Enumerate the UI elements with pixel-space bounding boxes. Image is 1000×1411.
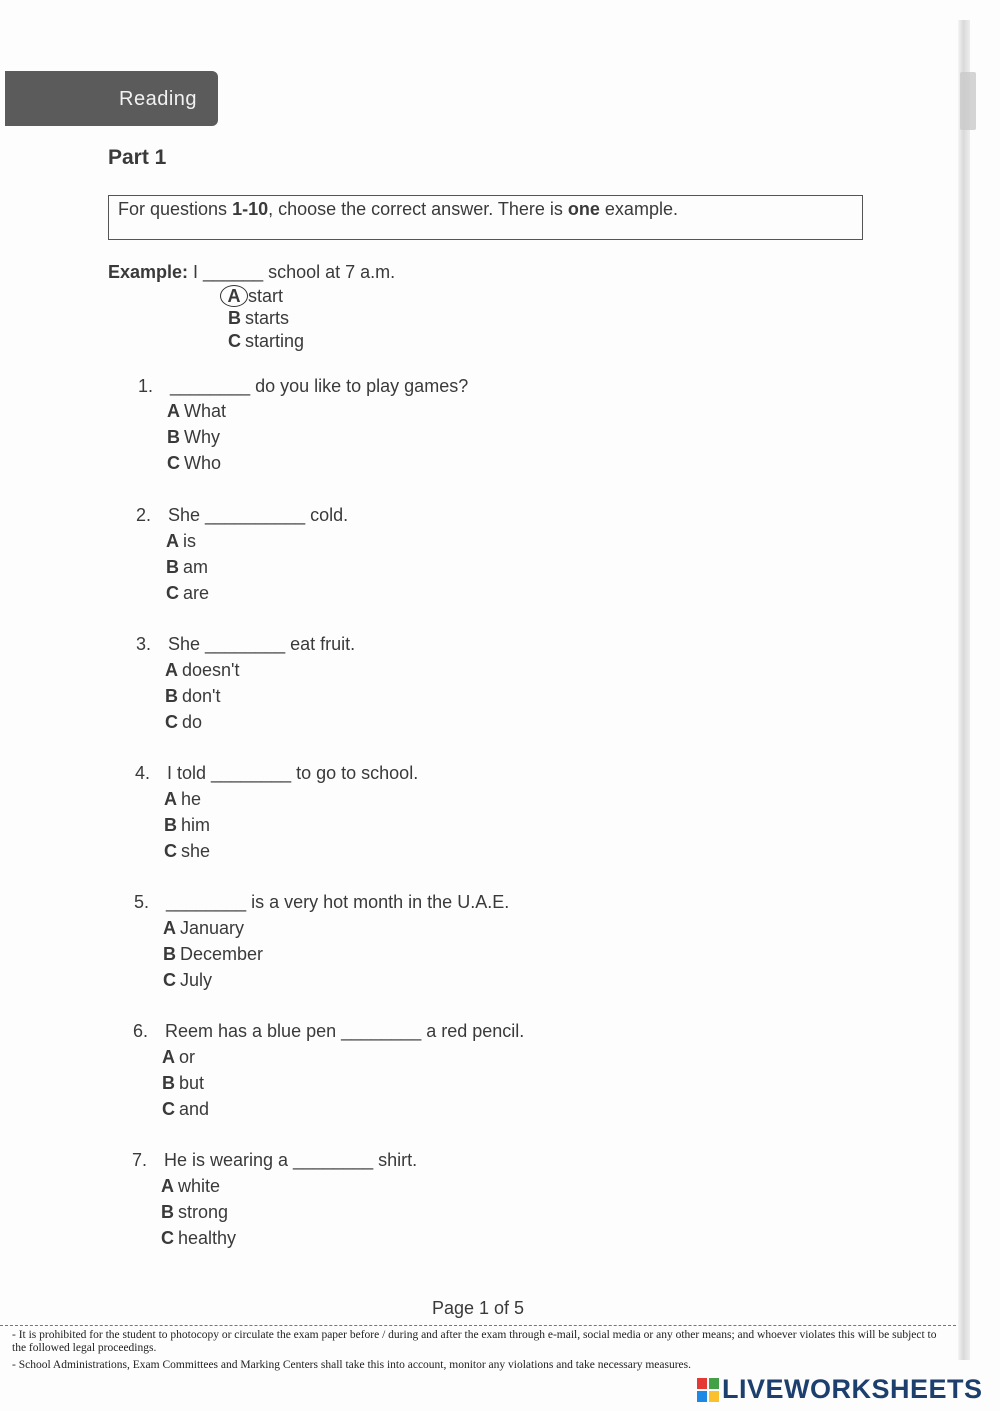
q7-option-a[interactable]: A white — [161, 1176, 221, 1196]
instruction-box — [108, 195, 863, 240]
question-3: 3. She ________ eat fruit. — [136, 634, 356, 654]
question-1: 1. ________ do you like to play games? — [138, 376, 469, 396]
section-tab — [5, 71, 218, 126]
page-edge — [958, 20, 970, 1360]
example-option-a: A start — [220, 285, 283, 307]
q2-option-a[interactable]: A is — [166, 531, 196, 551]
question-5: 5. ________ is a very hot month in the U.A.E. — [134, 892, 510, 912]
q7-option-b[interactable]: B strong — [161, 1202, 229, 1222]
question-6: 6. Reem has a blue pen ________ a red pencil. — [133, 1021, 525, 1041]
page-number: Page 1 of 5 — [431, 1298, 525, 1318]
q6-option-a[interactable]: A or — [162, 1047, 196, 1067]
instruction-text: For questions 1-10, choose the correct answer. There is one example. — [118, 199, 678, 219]
q4-option-c[interactable]: C she — [164, 841, 211, 861]
footer-note-2: - School Administrations, Exam Committees and Marking Centers shall take this into account, monitor any violations and take necessary measures. — [12, 1359, 691, 1371]
example-stem — [108, 262, 395, 283]
question-4: 4. I told ________ to go to school. — [135, 763, 419, 783]
footer-note-1: - It is prohibited for the student to photocopy or circulate the exam paper before / during and after the exam through e-mail, social media or any other means; and whoever violates this will be subject to the followed legal proceedings. — [12, 1329, 937, 1354]
page-edge-mark — [960, 72, 976, 130]
q5-option-c[interactable]: C July — [163, 970, 213, 990]
q3-option-a[interactable]: A doesn't — [165, 660, 240, 680]
footer-divider — [0, 1325, 956, 1326]
example-option-b: B starts — [228, 308, 290, 328]
q3-option-c[interactable]: C do — [165, 712, 203, 732]
q6-option-b[interactable]: B but — [162, 1073, 205, 1093]
example-stem-text: I ______ school at 7 a.m. — [188, 262, 396, 282]
liveworksheets-watermark: LIVEWORKSHEETS — [722, 1374, 983, 1404]
q3-option-b[interactable]: B don't — [165, 686, 221, 706]
q7-option-c[interactable]: C healthy — [161, 1228, 237, 1248]
q2-option-b[interactable]: B am — [166, 557, 209, 577]
q1-option-b[interactable]: B Why — [167, 427, 220, 447]
q1-option-a[interactable]: A What — [167, 401, 227, 421]
example-option-c: C starting — [228, 331, 305, 351]
q2-option-c[interactable]: C are — [166, 583, 210, 603]
section-tab-label: Reading — [119, 88, 198, 110]
circled-answer-a: A — [220, 285, 248, 307]
q4-option-b[interactable]: B him — [164, 815, 211, 835]
q5-option-a[interactable]: A January — [163, 918, 245, 938]
q6-option-c[interactable]: C and — [162, 1099, 210, 1119]
q1-option-c[interactable]: C Who — [167, 453, 222, 473]
q4-option-a[interactable]: A he — [164, 789, 202, 809]
liveworksheets-logo-icon — [697, 1378, 719, 1402]
question-7: 7. He is wearing a ________ shirt. — [132, 1150, 418, 1170]
part-title: Part 1 — [108, 146, 167, 169]
q5-option-b[interactable]: B December — [163, 944, 264, 964]
example-label: Example: — [108, 262, 189, 282]
question-2: 2. She __________ cold. — [136, 505, 349, 525]
